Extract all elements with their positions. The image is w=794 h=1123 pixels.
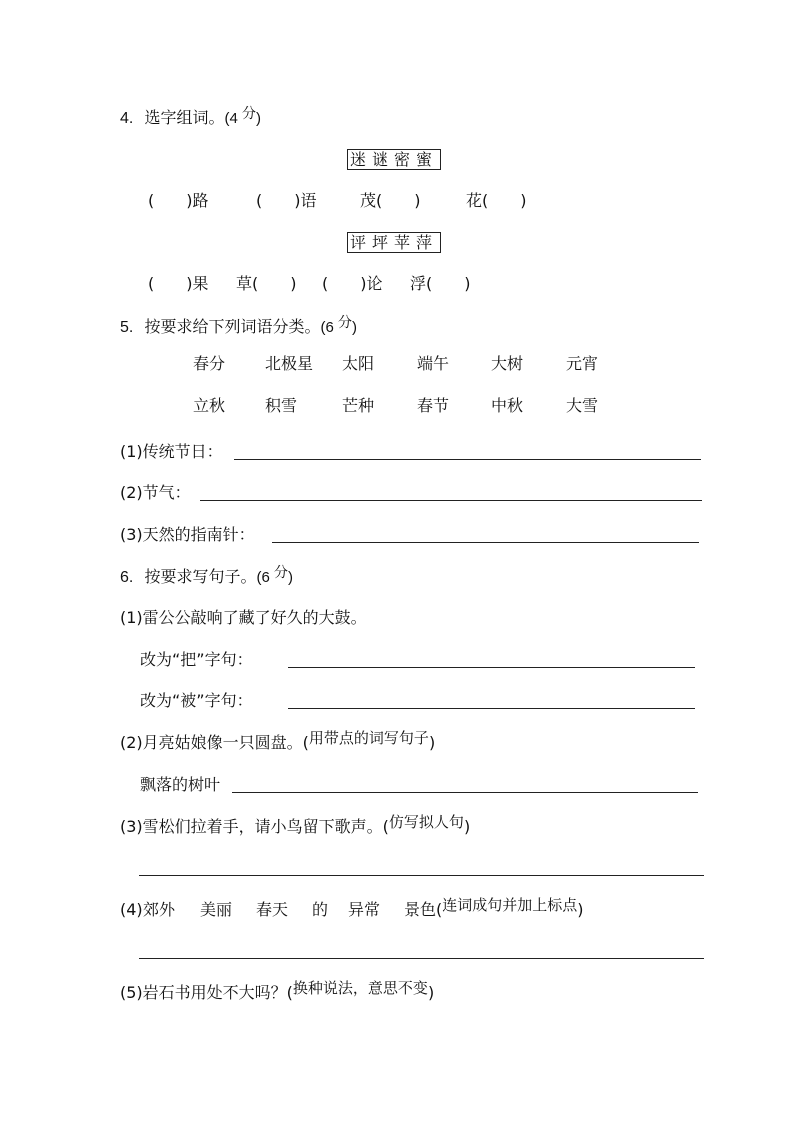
q5-sub-3-label: (3)天然的指南针： <box>120 525 255 544</box>
q6-points: (6 分) <box>256 564 293 586</box>
q4-blank-8[interactable]: 浮( ) <box>410 274 471 293</box>
q6-s2-answer-line[interactable] <box>232 792 698 793</box>
q5-word: 大树 <box>491 354 524 373</box>
q5-word: 立秋 <box>193 396 226 415</box>
q4-blank-3[interactable]: 茂( ) <box>360 191 421 210</box>
q4-blank-1[interactable]: ( )路 <box>148 191 209 210</box>
q5-word: 太阳 <box>342 354 375 373</box>
q4-blank-4[interactable]: 花( ) <box>466 191 527 210</box>
q4-points: (4 分) <box>224 105 261 127</box>
q5-word: 春分 <box>193 354 226 373</box>
q6-s4-word: 春天 <box>256 900 289 919</box>
q4-blank-2[interactable]: ( )语 <box>256 191 317 210</box>
q6-s4-word: 郊外 <box>143 900 176 919</box>
q5-word: 积雪 <box>265 396 298 415</box>
q6-s4-label: (4) <box>120 900 143 919</box>
q5-title: 按要求给下列词语分类。 <box>144 317 321 336</box>
q6-s3-sentence: (3)雪松们拉着手，请小鸟留下歌声。(仿写拟人句) <box>120 813 471 836</box>
q6-number: 6. <box>120 569 134 586</box>
q5-word: 春节 <box>417 396 450 415</box>
q4-blank-5[interactable]: ( )果 <box>148 274 209 293</box>
q6-s4-word: 异常 <box>348 900 381 919</box>
q5-sub-3-answer-line[interactable] <box>272 542 699 543</box>
q5-word: 中秋 <box>491 396 524 415</box>
q5-sub-1-answer-line[interactable] <box>234 459 701 460</box>
q6-s2-sentence: (2)月亮姑娘像一只圆盘。(用带点的词写句子) <box>120 729 436 752</box>
q6-s1-ba-label: 改为“把”字句： <box>140 650 253 669</box>
q4-char-box-1: 迷谜密蜜 <box>347 149 441 170</box>
q4-char-box-2: 评坪苹萍 <box>347 232 441 253</box>
q6-s1-bei-answer-line[interactable] <box>288 708 695 709</box>
q6-s3-hint: 仿写拟人句 <box>388 813 464 831</box>
q5-sub-1-label: (1)传统节日： <box>120 442 223 461</box>
q6-s3-answer-line[interactable] <box>139 875 704 876</box>
q6-s2-hint: 用带点的词写句子 <box>308 729 429 747</box>
q5-word: 端午 <box>417 354 450 373</box>
q4-heading <box>120 105 261 129</box>
q4-blank-6[interactable]: 草( ) <box>236 274 297 293</box>
q6-s4-word-with-hint: 景色(连词成句并加上标点) <box>404 896 584 919</box>
q6-s4-hint: 连词成句并加上标点 <box>442 896 578 914</box>
q5-word: 大雪 <box>566 396 599 415</box>
q6-s5-hint: 换种说法，意思不变 <box>292 979 428 997</box>
q4-number: 4. <box>120 110 134 127</box>
q6-heading <box>120 564 293 588</box>
q5-heading <box>120 314 357 338</box>
q5-word: 芒种 <box>342 396 375 415</box>
q6-title: 按要求写句子。 <box>144 567 257 586</box>
q6-s1-bei-label: 改为“被”字句： <box>140 691 253 710</box>
q6-s4-word: 美丽 <box>200 900 233 919</box>
q5-word: 北极星 <box>265 354 314 373</box>
q6-s1-ba-answer-line[interactable] <box>288 667 695 668</box>
q5-word: 元宵 <box>566 354 599 373</box>
q6-s4-word: 的 <box>312 900 329 919</box>
q5-points: (6 分) <box>320 314 357 336</box>
q4-blank-7[interactable]: ( )论 <box>322 274 383 293</box>
q6-s4-answer-line[interactable] <box>139 958 704 959</box>
q6-s1-sentence: (1)雷公公敲响了藏了好久的大鼓。 <box>120 608 367 627</box>
q5-number: 5. <box>120 319 134 336</box>
q4-title: 选字组词。 <box>144 108 225 127</box>
q6-s5-sentence: (5)岩石书用处不大吗？(换种说法，意思不变) <box>120 979 435 1002</box>
q5-sub-2-label: (2)节气： <box>120 483 191 502</box>
q6-s2-prefix: 飘落的树叶 <box>140 775 221 794</box>
q5-sub-2-answer-line[interactable] <box>200 500 702 501</box>
